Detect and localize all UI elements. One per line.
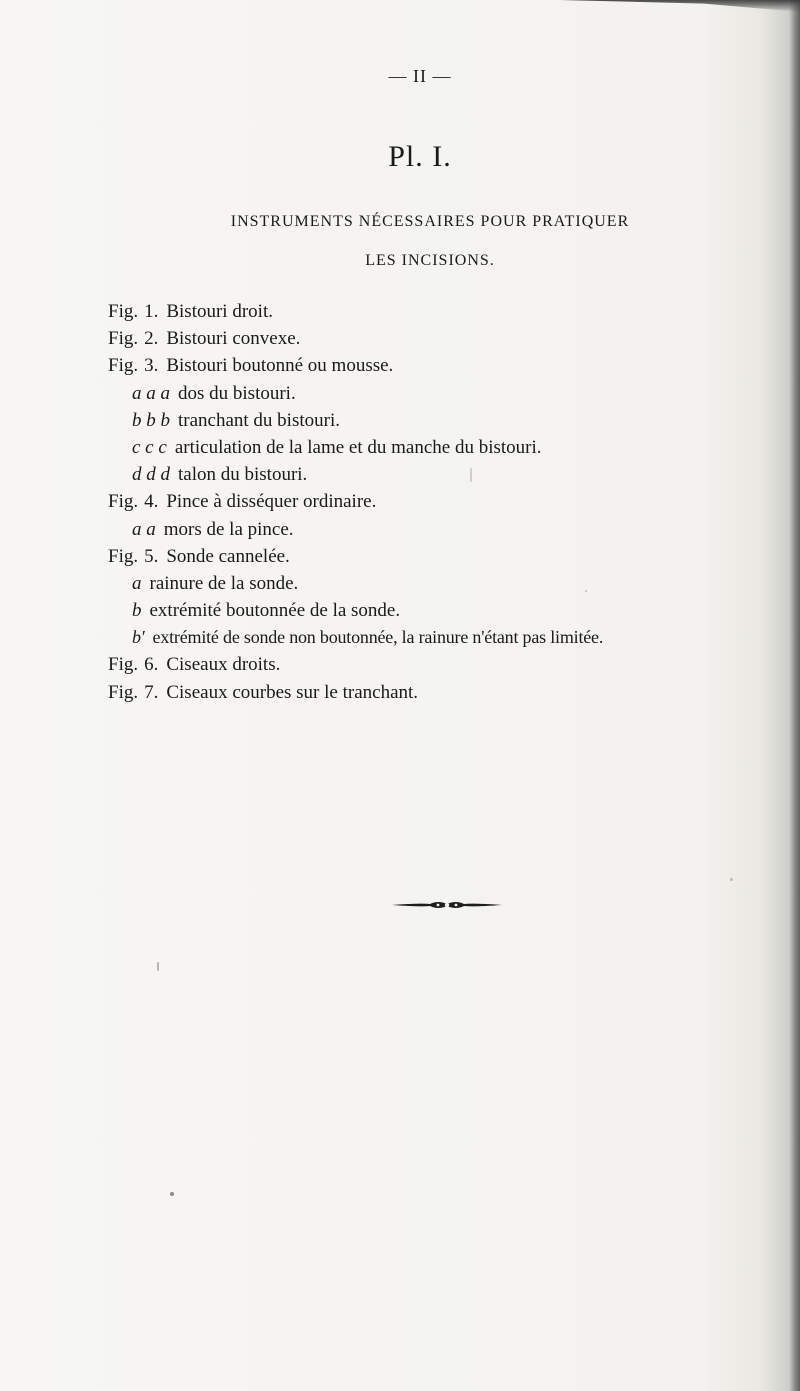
entry-description: Bistouri droit. [166, 301, 273, 322]
ornament-divider [390, 896, 504, 914]
figure-sub-entry [0, 380, 790, 407]
entry-description: articulation de la lame et du manche du bistouri. [174, 436, 542, 458]
figure-entry [0, 679, 790, 706]
entry-description: Ciseaux courbes sur le tranchant. [166, 681, 419, 703]
part-label: b′ [132, 627, 145, 648]
entry-description: tranchant du bistouri. [178, 409, 340, 431]
entry-description: Pince à disséquer ordinaire. [166, 491, 377, 513]
part-label: b b b [132, 409, 170, 431]
section-heading-line-1: INSTRUMENTS NÉCESSAIRES POUR PRATIQUER [230, 213, 630, 230]
figure-sub-entry [0, 434, 790, 461]
figure-sub-entry [0, 516, 790, 543]
figure-sub-entry [0, 597, 790, 624]
paper-speck [170, 1192, 174, 1196]
figure-entry [0, 543, 790, 570]
figure-sub-entry [0, 624, 790, 651]
page-gutter-shadow [790, 0, 800, 1391]
figure-entry [0, 488, 790, 515]
figure-number: 6. [144, 654, 159, 676]
entry-description: Bistouri boutonné ou mousse. [166, 355, 394, 377]
figure-entry [0, 298, 790, 325]
entry-description: dos du bistouri. [178, 382, 296, 404]
figure-label: Fig. [108, 681, 139, 703]
figure-legend-list [0, 298, 790, 706]
paper-speck [730, 878, 733, 881]
entry-description: talon du bistouri. [178, 464, 308, 486]
figure-number: 2. [144, 328, 159, 350]
figure-entry [0, 325, 790, 352]
figure-number: 5. [144, 545, 159, 567]
entry-description: Bistouri convexe. [166, 328, 301, 350]
paper-speck [470, 468, 472, 482]
part-label: a a [132, 518, 156, 540]
page-top-shadow [560, 0, 800, 12]
section-heading-line-2: LES INCISIONS. [365, 252, 495, 269]
figure-entry [0, 651, 790, 678]
figure-entry [0, 352, 790, 379]
figure-label: Fig. [108, 654, 139, 676]
entry-description: Sonde cannelée. [166, 545, 290, 567]
figure-label: Fig. [108, 301, 139, 322]
figure-number: 4. [144, 491, 159, 513]
entry-description: Ciseaux droits. [166, 654, 281, 676]
entry-description: rainure de la sonde. [149, 572, 299, 594]
part-label: c c c [132, 436, 167, 458]
entry-description: mors de la pince. [163, 518, 294, 540]
paper-speck [157, 962, 159, 971]
figure-number: 1. [144, 301, 159, 322]
figure-sub-entry [0, 407, 790, 434]
part-label: d d d [132, 464, 170, 486]
entry-description: extrémité de sonde non boutonnée, la rainure n'étant pas limitée. [152, 627, 604, 648]
figure-label: Fig. [108, 491, 139, 513]
part-label: b [132, 600, 142, 622]
figure-number: 3. [144, 355, 159, 377]
figure-label: Fig. [108, 355, 139, 377]
figure-number: 7. [144, 681, 159, 703]
page-number: — II — [388, 66, 452, 86]
figure-sub-entry [0, 461, 790, 488]
plate-title: Pl. I. [388, 140, 452, 173]
figure-sub-entry [0, 570, 790, 597]
entry-description: extrémité boutonnée de la sonde. [149, 600, 401, 622]
paper-speck [585, 590, 587, 592]
figure-label: Fig. [108, 328, 139, 350]
figure-label: Fig. [108, 545, 139, 567]
part-label: a [132, 572, 142, 594]
part-label: a a a [132, 382, 170, 404]
